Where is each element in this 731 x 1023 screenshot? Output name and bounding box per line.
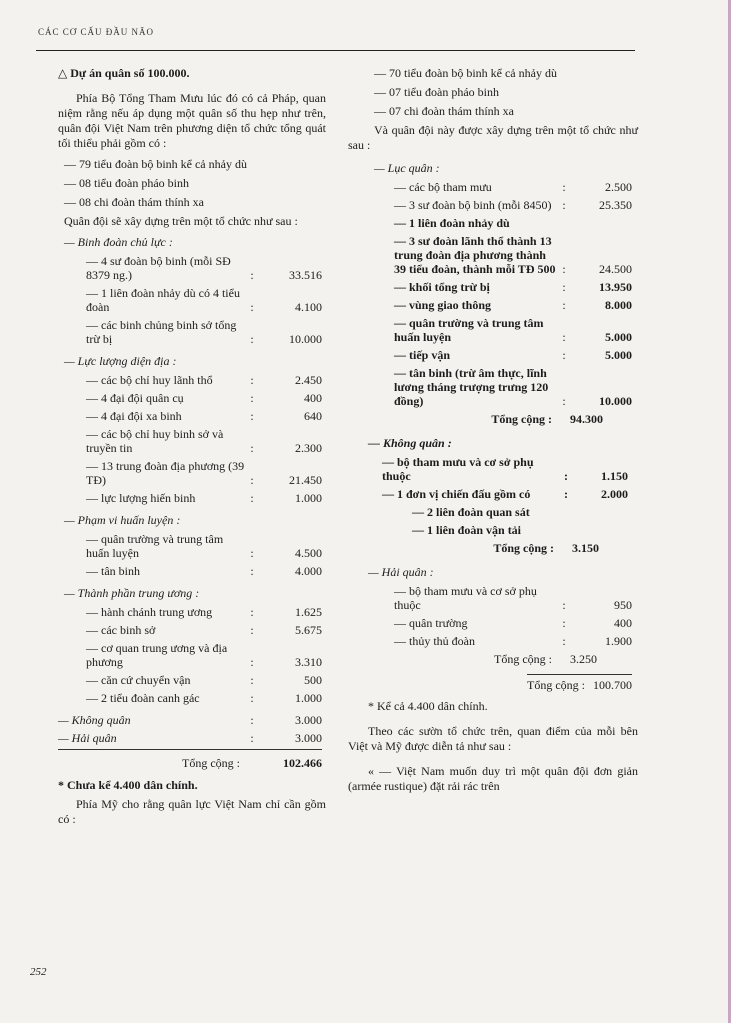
- total-label: Tổng cộng :: [494, 652, 552, 666]
- strength-table: [86, 373, 322, 509]
- row-value: 3.000: [295, 713, 322, 727]
- table-row: — quân trường : 400: [394, 616, 632, 634]
- row-value: 3.310: [295, 655, 322, 669]
- row-value: 24.500: [599, 262, 632, 276]
- row-label: — lực lượng hiến binh: [86, 491, 196, 505]
- total-value: 94.300: [570, 412, 603, 426]
- total-label: Tổng cộng :: [58, 750, 246, 775]
- table-row: [394, 216, 632, 234]
- row-label: — 4 đại đội quân cụ: [86, 391, 184, 405]
- section-title: — Thành phần trung ương :: [64, 586, 200, 600]
- right-column: [348, 66, 638, 794]
- table-row: [382, 523, 628, 541]
- row-value: 2.450: [295, 373, 322, 387]
- section-title: — Hải quân :: [368, 565, 434, 579]
- row-value: 950: [614, 598, 632, 612]
- table-row: — thủy thủ đoàn : 1.900: [394, 634, 632, 652]
- table-row: — 13 trung đoàn địa phương (39 TĐ) : 21.450: [86, 459, 322, 491]
- row-value: [570, 216, 632, 234]
- row-label: — tiếp vận: [394, 348, 451, 362]
- strength-table: [382, 455, 628, 559]
- total-row: [382, 541, 628, 559]
- row-value: 640: [304, 409, 322, 423]
- paragraph: Và quân đội này được xây dựng trên một tổ chức như sau :: [348, 123, 638, 152]
- row-value: 3.000: [295, 731, 322, 745]
- row-value: 8.000: [605, 298, 632, 312]
- row-value: 25.350: [599, 198, 632, 212]
- table-row: — căn cứ chuyển vận : 500: [86, 673, 322, 691]
- paragraph: Quân đội sẽ xây dựng trên một tổ chức như sau :: [64, 214, 298, 228]
- total-value: 102.466: [258, 750, 322, 775]
- row-value: 4.500: [295, 546, 322, 560]
- row-label: — căn cứ chuyển vận: [86, 673, 191, 687]
- paragraph: Phía Mỹ cho rằng quân lực Việt Nam chỉ cần gồm có :: [58, 797, 326, 826]
- strength-table: [86, 605, 322, 709]
- table-row: — vùng giao thông : 8.000: [394, 298, 632, 316]
- row-value: 400: [614, 616, 632, 630]
- section-title: — Lực lượng diện địa :: [64, 354, 177, 368]
- row-label: — 4 đại đội xa binh: [86, 409, 182, 423]
- table-row: — quân trường và trung tâm huấn luyện : 5.000: [394, 316, 632, 348]
- branch-table: [58, 713, 322, 774]
- row-value: 1.000: [295, 691, 322, 705]
- running-head: CÁC CƠ CẤU ĐẦU NÃO: [38, 27, 155, 37]
- row-value: 500: [304, 673, 322, 687]
- header-rule: [36, 50, 635, 51]
- row-label: — thủy thủ đoàn: [394, 634, 475, 648]
- table-row: — 2 tiểu đoàn canh gác : 1.000: [86, 691, 322, 709]
- table-row: — tân binh : 4.000: [86, 564, 322, 582]
- row-label: — tân binh (trừ âm thực, lĩnh lương tháng trượng trưng 120 đồng): [394, 366, 549, 408]
- list-item: — 08 chi đoàn thám thính xa: [64, 195, 204, 209]
- table-row: — Hải quân : 3.000: [58, 731, 322, 750]
- total-label: Tổng cộng :: [493, 541, 554, 555]
- footnote: * Kể cả 4.400 dân chính.: [368, 699, 488, 713]
- table-row: — hành chánh trung ương : 1.625: [86, 605, 322, 623]
- table-row: — lực lượng hiến binh : 1.000: [86, 491, 322, 509]
- row-label: — 1 đơn vị chiến đấu gồm có: [382, 487, 531, 501]
- list-item: — 79 tiểu đoàn bộ binh kể cả nhảy dù: [64, 157, 247, 171]
- row-label: — 1 liên đoàn nhảy dù: [394, 216, 510, 230]
- row-value: 33.516: [289, 268, 322, 282]
- row-value: 5.675: [295, 623, 322, 637]
- paragraph: Phía Bộ Tổng Tham Mưu lúc đó có cả Pháp, quan niệm rằng nếu áp dụng một quân số thu hẹp như trên, quân đội Việt Nam trên phương diện tổ chức tổng quát tối thiểu phải gồm có :: [58, 91, 326, 150]
- list-item: — 07 chi đoàn thám thính xa: [374, 104, 514, 118]
- row-label: — 3 sư đoàn bộ binh (mỗi 8450): [394, 198, 552, 212]
- table-row: — 1 đơn vị chiến đấu gồm có : 2.000: [382, 487, 628, 505]
- grand-total-value: 100.700: [593, 674, 632, 693]
- list-item: — 07 tiểu đoàn pháo binh: [374, 85, 499, 99]
- row-value: 400: [304, 391, 322, 405]
- table-row: [382, 505, 628, 523]
- row-label: — quân trường: [394, 616, 468, 630]
- table-row: — bộ tham mưu và cơ sở phụ thuộc : 950: [394, 584, 632, 616]
- row-label: — vùng giao thông: [394, 298, 492, 312]
- grand-total-row: [348, 674, 638, 693]
- table-row: — 1 liên đoàn nhảy dù có 4 tiểu đoàn : 4.100: [86, 286, 322, 318]
- strength-table: [394, 584, 632, 670]
- strength-table: [86, 254, 322, 350]
- table-row: — 3 sư đoàn lãnh thổ thành 13 trung đoàn địa phương thành 39 tiểu đoàn, thành mỗi TĐ 500 : 24.500: [394, 234, 632, 280]
- paragraph: Theo các sườn tổ chức trên, quan điểm của mỗi bên Việt và Mỹ được diễn tả như sau :: [348, 724, 638, 753]
- unit-list: [348, 66, 638, 119]
- row-label: — 1 liên đoàn nhảy dù có 4 tiểu đoàn: [86, 286, 240, 314]
- footnote: * Chưa kể 4.400 dân chính.: [58, 778, 198, 792]
- table-row: — 4 sư đoàn bộ binh (mỗi SĐ 8379 ng.) : 33.516: [86, 254, 322, 286]
- table-row: — 3 sư đoàn bộ binh (mỗi 8450) : 25.350: [394, 198, 632, 216]
- row-value: 4.000: [295, 564, 322, 578]
- row-label: — bộ tham mưu và cơ sở phụ thuộc: [382, 455, 534, 483]
- row-value: 10.000: [599, 394, 632, 408]
- section-title: — Lục quân :: [374, 161, 440, 175]
- paragraph: « — Việt Nam muốn duy trì một quân đội đơn giản (armée rustique) đặt rải rác trên: [348, 764, 638, 793]
- row-value: 2.300: [295, 441, 322, 455]
- total-value: 3.150: [572, 541, 599, 555]
- table-row: — Không quân : 3.000: [58, 713, 322, 731]
- table-row: — khối tổng trừ bị : 13.950: [394, 280, 632, 298]
- row-label: — cơ quan trung ương và địa phương: [86, 641, 228, 669]
- section-heading: △ Dự án quân số 100.000.: [58, 66, 190, 80]
- row-label: — 2 tiểu đoàn canh gác: [86, 691, 200, 705]
- unit-list: [58, 157, 326, 210]
- table-row: — bộ tham mưu và cơ sở phụ thuộc : 1.150: [382, 455, 628, 487]
- table-row: — tân binh (trừ âm thực, lĩnh lương tháng trượng trưng 120 đồng) : 10.000: [394, 366, 632, 412]
- table-row: — các binh sở : 5.675: [86, 623, 322, 641]
- row-value: 2.000: [601, 487, 628, 501]
- list-item: — 08 tiểu đoàn pháo binh: [64, 176, 189, 190]
- row-label: — tân binh: [86, 564, 140, 578]
- strength-table: [86, 532, 322, 582]
- row-label: — các bộ chỉ huy binh sở và truyền tin: [86, 427, 224, 455]
- table-row: — 4 đại đội xa binh : 640: [86, 409, 322, 427]
- left-column: [58, 66, 326, 827]
- table-row: — tiếp vận : 5.000: [394, 348, 632, 366]
- row-label: — 13 trung đoàn địa phương (39 TĐ): [86, 459, 245, 487]
- row-value: 21.450: [289, 473, 322, 487]
- total-row: [394, 412, 632, 430]
- strength-table: [394, 180, 632, 430]
- row-label: — 1 liên đoàn vận tải: [412, 523, 522, 537]
- row-value: 1.150: [601, 469, 628, 483]
- table-row: — các bộ tham mưu : 2.500: [394, 180, 632, 198]
- total-value: 3.250: [570, 652, 597, 666]
- row-label: — các bộ chỉ huy lãnh thổ: [86, 373, 213, 387]
- row-label: — quân trường và trung tâm huấn luyện: [394, 316, 544, 344]
- section-title: — Phạm vi huấn luyện :: [64, 513, 181, 527]
- table-row: — quân trường và trung tâm huấn luyện : 4.500: [86, 532, 322, 564]
- table-row: — các binh chủng binh sở tổng trừ bị : 10.000: [86, 318, 322, 350]
- row-label: — Không quân: [58, 713, 131, 727]
- row-value: [572, 505, 628, 523]
- row-value: 5.000: [605, 348, 632, 362]
- row-value: 1.900: [605, 634, 632, 648]
- row-label: — các binh sở: [86, 623, 156, 637]
- total-label: Tổng cộng :: [491, 412, 552, 426]
- page-number: 252: [30, 966, 47, 978]
- section-title: — Binh đoàn chủ lực :: [64, 235, 173, 249]
- row-label: — quân trường và trung tâm huấn luyện: [86, 532, 224, 560]
- section-title: — Không quân :: [368, 436, 452, 450]
- table-row: — 4 đại đội quân cụ : 400: [86, 391, 322, 409]
- row-label: — các bộ tham mưu: [394, 180, 492, 194]
- row-label: — Hải quân: [58, 731, 117, 745]
- row-label: — 4 sư đoàn bộ binh (mỗi SĐ 8379 ng.): [86, 254, 231, 282]
- row-value: 10.000: [289, 332, 322, 346]
- row-label: — khối tổng trừ bị: [394, 280, 490, 294]
- row-label: — 3 sư đoàn lãnh thổ thành 13 trung đoàn địa phương thành 39 tiểu đoàn, thành mỗi TĐ 500: [394, 234, 556, 276]
- row-label: — 2 liên đoàn quan sát: [412, 505, 530, 519]
- row-value: 13.950: [599, 280, 632, 294]
- list-item: — 70 tiểu đoàn bộ binh kể cả nhảy dù: [374, 66, 557, 80]
- total-row: [394, 652, 632, 670]
- row-label: — bộ tham mưu và cơ sở phụ thuộc: [394, 584, 537, 612]
- row-value: 1.625: [295, 605, 322, 619]
- total-row: [58, 750, 322, 775]
- table-row: — các bộ chỉ huy binh sở và truyền tin : 2.300: [86, 427, 322, 459]
- row-label: — hành chánh trung ương: [86, 605, 213, 619]
- row-value: 5.000: [605, 330, 632, 344]
- row-value: 4.100: [295, 300, 322, 314]
- table-row: — cơ quan trung ương và địa phương : 3.310: [86, 641, 322, 673]
- row-value: [572, 523, 628, 541]
- table-row: — các bộ chỉ huy lãnh thổ : 2.450: [86, 373, 322, 391]
- row-label: — các binh chủng binh sở tổng trừ bị: [86, 318, 237, 346]
- grand-total-label: Tổng cộng :: [527, 674, 593, 693]
- row-value: 1.000: [295, 491, 322, 505]
- row-value: 2.500: [605, 180, 632, 194]
